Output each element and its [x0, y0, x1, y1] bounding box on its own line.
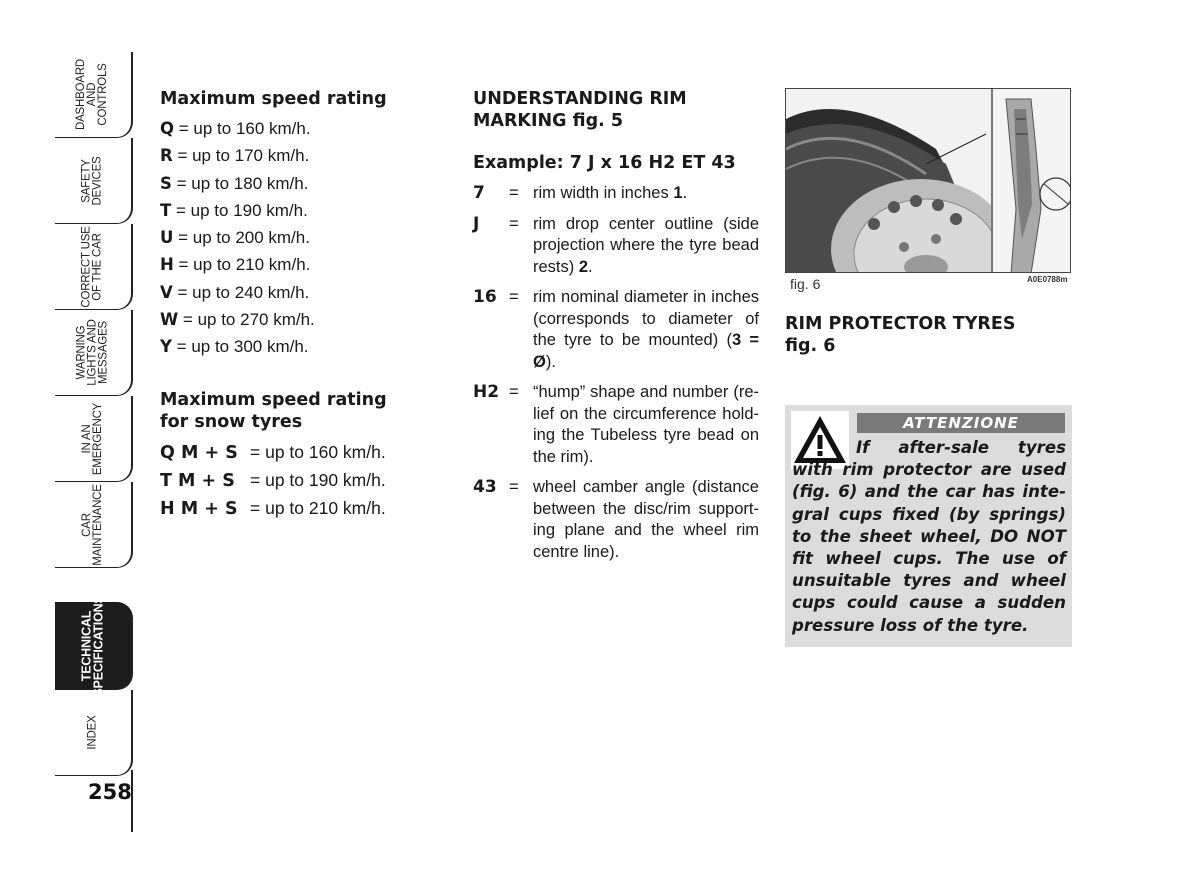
speed-value: = up to 270 km/h. — [178, 310, 315, 330]
rim-example: Example: 7 J x 16 H2 ET 43 — [473, 153, 736, 173]
rim-item-text: rim width in inches 1. — [533, 184, 688, 202]
tab-technical-specifications[interactable] — [55, 594, 133, 697]
rim-item: H2 = “hump” shape and number (relief on the circumference holding the Tubeless tyre bead on the rim). — [473, 382, 763, 468]
rim-marking-column — [473, 88, 763, 572]
section-tab-strip — [55, 52, 135, 832]
snow-value: = up to 190 km/h. — [250, 469, 386, 490]
speed-code: Q — [160, 119, 175, 138]
protector-heading-line-1: RIM PROTECTOR TYRES — [785, 314, 1016, 334]
rim-item-key: J — [473, 213, 480, 234]
speed-code: V — [160, 282, 173, 302]
speed-value: = up to 170 km/h. — [172, 146, 310, 166]
speed-code: T — [160, 200, 172, 220]
snow-value: = up to 160 km/h. — [250, 441, 386, 462]
speed-value: = up to 300 km/h. — [171, 337, 309, 357]
tab-label: TECHNICAL SPECIFICATIONS — [80, 594, 106, 697]
rim-item-text: “hump” shape and number (relief on the circumference holding the Tubeless tyre bead on the rim). — [533, 383, 759, 466]
tab-car-maintenance[interactable] — [55, 482, 133, 568]
protector-heading-line-2: fig. 6 — [785, 336, 836, 356]
speed-code: S — [160, 173, 172, 193]
speed-code: R — [160, 146, 173, 166]
speed-row — [160, 224, 440, 251]
tab-label: SAFETY DEVICES — [81, 155, 104, 206]
speed-row — [160, 251, 440, 278]
snow-heading-line-2: for snow tyres — [160, 411, 303, 432]
snow-row — [160, 495, 440, 523]
speed-value: = up to 240 km/h. — [172, 282, 310, 302]
speed-value: = up to 180 km/h. — [171, 173, 309, 193]
rim-item: J = rim drop center outline (side projection where the tyre bead rests) 2. — [473, 214, 763, 279]
tab-correct-use[interactable] — [55, 224, 133, 310]
rim-item-text: wheel camber angle (distance between the disc/rim supporting plane and the wheel rim centre line). — [533, 478, 759, 561]
tab-label: CORRECT USE OF THE CAR — [81, 225, 105, 308]
warning-title: ATTENZIONE — [857, 413, 1065, 433]
speed-rating-column — [160, 88, 440, 524]
tab-in-an-emergency[interactable] — [55, 396, 133, 482]
rim-item-key: 7 — [473, 183, 485, 203]
snow-row — [160, 467, 440, 495]
page-number: 258 — [88, 780, 132, 804]
speed-code: Y — [160, 337, 172, 357]
warning-text-body: If after-sale tyres with rim protector are used (fig. 6) and the car has integral cups fixed (by springs) to the sheet wheel, DO NOT fit wheel cups. The use of unsuitable tyres and wheel cups could cause a sudden pressure loss of the tyre. — [792, 438, 1066, 635]
rim-item: 7 = rim width in inches 1. — [473, 183, 763, 205]
tyre-illustration-icon — [786, 89, 1071, 273]
speed-row — [160, 142, 440, 169]
tab-dashboard-and-controls[interactable] — [55, 52, 133, 138]
speed-row — [160, 333, 440, 360]
speed-value: = up to 160 km/h. — [174, 119, 311, 138]
tab-warning-lights[interactable] — [55, 310, 133, 396]
speed-value: = up to 200 km/h. — [173, 228, 310, 248]
snow-code: T M + S — [160, 470, 235, 491]
speed-code: W — [160, 310, 179, 330]
rim-protector-heading — [785, 313, 1075, 357]
speed-rating-list — [160, 115, 440, 361]
speed-row — [160, 279, 440, 306]
snow-value: = up to 210 km/h. — [250, 498, 386, 519]
speed-code: U — [160, 228, 174, 248]
rim-item-text: rim nominal diameter in inches (corresponds to diameter of the tyre to be mounted) (3 = Ø). — [533, 288, 759, 371]
snow-code: Q M + S — [160, 442, 238, 463]
figure-caption: fig. 6 — [790, 276, 821, 292]
tyre-rim-protector-illustration — [785, 88, 1071, 273]
warning-text — [792, 437, 1066, 637]
warning-box — [785, 405, 1072, 647]
snow-code: H M + S — [160, 499, 238, 520]
rim-item-text: rim drop center outline (side projection where the tyre bead rests) 2. — [533, 214, 759, 276]
rim-marking-heading — [473, 88, 763, 132]
speed-row — [160, 197, 440, 224]
speed-rating-heading: Maximum speed rating — [160, 89, 387, 109]
rim-item: 43 = wheel camber angle (distance between the disc/rim supporting plane and the wheel rim centre line). — [473, 477, 763, 563]
tab-label: CAR MAINTENANCE — [81, 483, 105, 566]
tab-label: WARNING LIGHTS AND MESSAGES — [75, 319, 110, 386]
speed-row — [160, 115, 440, 142]
rim-item-key: H2 — [473, 382, 500, 402]
rim-heading-line-2: MARKING fig. 5 — [473, 111, 624, 131]
snow-row — [160, 439, 440, 467]
speed-value: = up to 210 km/h. — [173, 255, 311, 275]
tab-safety-devices[interactable] — [55, 138, 133, 224]
tab-label: INDEX — [86, 715, 99, 750]
rim-item: 16 = rim nominal diameter in inches (corresponds to diameter of the tyre to be mounted) (3 = Ø). — [473, 287, 763, 373]
rim-item-key: 43 — [473, 477, 497, 497]
tab-label: IN AN EMERGENCY — [80, 402, 104, 475]
snow-heading-line-1: Maximum speed rating — [160, 389, 387, 410]
rim-heading-line-1: UNDERSTANDING RIM — [473, 89, 687, 109]
snow-rating-heading — [160, 389, 440, 433]
snow-rating-list — [160, 439, 440, 524]
rim-item-key: 16 — [473, 287, 497, 307]
tab-label: DASHBOARD AND CONTROLS — [75, 58, 110, 131]
speed-code: H — [160, 255, 174, 275]
figure-code: A0E0788m — [1027, 275, 1068, 284]
tab-index[interactable] — [55, 690, 133, 776]
speed-value: = up to 190 km/h. — [171, 200, 308, 220]
speed-row — [160, 306, 440, 333]
speed-row — [160, 170, 440, 197]
